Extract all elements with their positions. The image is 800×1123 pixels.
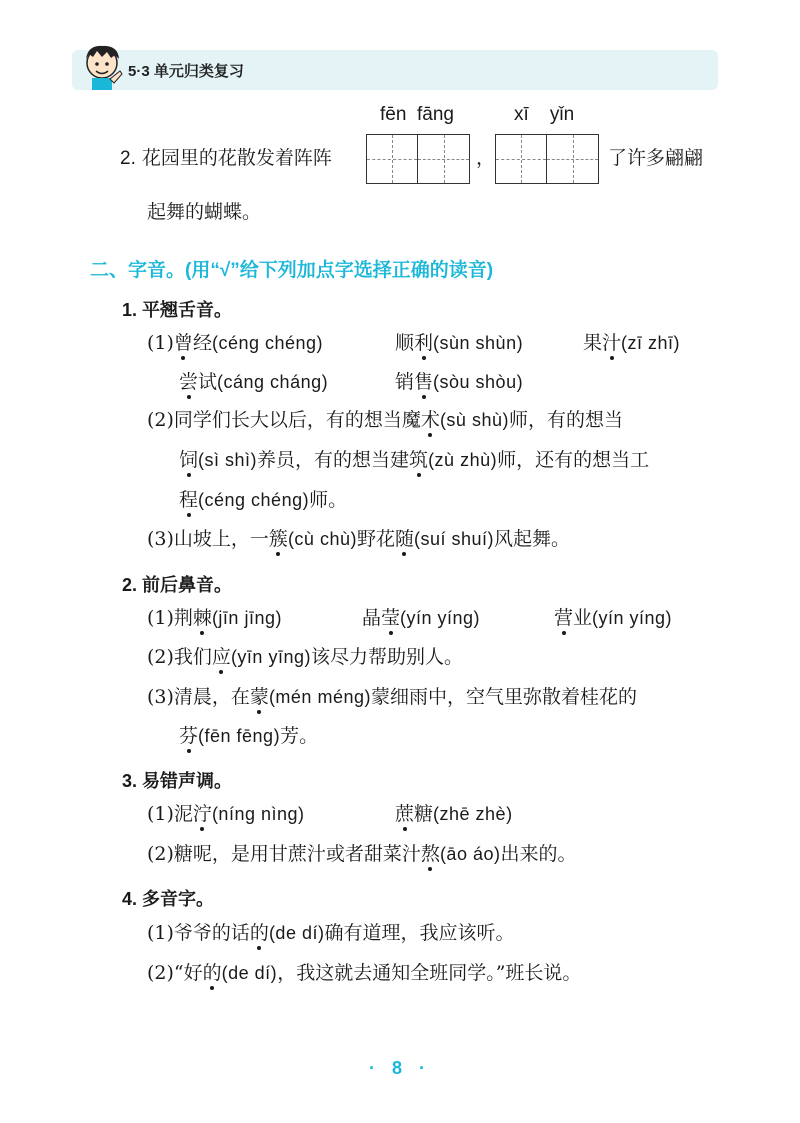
- text-span: (cáng cháng): [217, 372, 329, 392]
- item-line: [147, 688, 637, 707]
- text-span: (3)山坡上，一: [147, 528, 269, 550]
- text-span: 经: [192, 332, 212, 354]
- group-title: 2. 前后鼻音。: [122, 575, 233, 595]
- text-span: (sù shù): [439, 410, 509, 430]
- dotted-char: 熬: [420, 843, 440, 865]
- dotted-char: 棘: [192, 607, 212, 629]
- text-span: 试: [198, 371, 218, 393]
- text-span: 2.: [120, 148, 136, 169]
- dotted-char: 泞: [192, 803, 212, 825]
- text-span: 晶: [362, 607, 382, 629]
- question-line: 起舞的蝴蝶。: [147, 201, 262, 223]
- grid-cell[interactable]: [367, 135, 418, 183]
- item-line: [147, 648, 463, 667]
- item-line: [147, 964, 581, 983]
- item-line: [395, 334, 523, 353]
- item-line: [583, 334, 680, 353]
- text-span: (yín yíng): [592, 608, 673, 628]
- text-span: 芳。: [280, 725, 319, 747]
- text-span: 野花: [356, 528, 395, 550]
- text-span: (1)爷爷的话: [147, 922, 250, 944]
- text-span: 该尽力帮助别人。: [310, 646, 463, 668]
- item-line: [179, 451, 649, 470]
- grid-cell[interactable]: [496, 135, 547, 183]
- text-span: (cù chù): [287, 529, 357, 549]
- dotted-char: 随: [394, 528, 414, 550]
- text-span: (yín yíng): [400, 608, 481, 628]
- dotted-char: 饲: [179, 449, 199, 471]
- dotted-char: 曾: [173, 332, 193, 354]
- text-span: 蒙细雨中，空气里弥散着桂花的: [370, 686, 637, 708]
- text-span: (zī zhī): [621, 333, 681, 353]
- text-span: fāng: [416, 104, 454, 125]
- text-span: 出来的。: [500, 843, 577, 865]
- text-span: (zhē zhè): [433, 804, 513, 824]
- text-span: (céng chéng): [198, 490, 310, 510]
- text-span: ，我这就去通知全班同学。”班长说。: [277, 962, 582, 984]
- dotted-char: 汁: [602, 332, 622, 354]
- item-line: [395, 805, 513, 824]
- item-line: [179, 491, 347, 510]
- comma: ，: [476, 147, 496, 169]
- dotted-char: 术: [420, 409, 440, 431]
- cartoon-boy-icon: [78, 41, 126, 91]
- item-line: [147, 805, 305, 824]
- text-span: (1)泥: [147, 803, 193, 825]
- dotted-char: 芬: [179, 725, 199, 747]
- text-span: 确有道理，我应该听。: [324, 922, 515, 944]
- header-brand: 5·3 单元归类复习: [128, 63, 244, 80]
- text-span: 销: [395, 371, 415, 393]
- text-span: (sì shì): [198, 450, 258, 470]
- text-span: (2)我们: [147, 646, 212, 668]
- writing-grid[interactable]: [366, 134, 470, 184]
- dotted-char: 莹: [381, 607, 401, 629]
- text-span: (2)“好: [147, 962, 203, 984]
- text-span: (3)清晨，在: [147, 686, 250, 708]
- text-span: (de dí): [268, 923, 325, 943]
- text-span: 师，还有的想当工: [497, 449, 650, 471]
- dotted-char: 程: [179, 489, 199, 511]
- text-span: 师，有的想当: [508, 409, 623, 431]
- text-span: (zù zhù): [428, 450, 498, 470]
- text-span: (suí shuí): [414, 529, 495, 549]
- page-number: · 8 ·: [368, 1058, 431, 1078]
- text-span: (āo áo): [439, 844, 501, 864]
- item-line: [147, 924, 514, 943]
- pinyin-label: [380, 104, 454, 126]
- item-line: [147, 530, 570, 549]
- group-title: 4. 多音字。: [122, 889, 215, 909]
- grid-cell[interactable]: [418, 135, 469, 183]
- dotted-char: 簇: [268, 528, 288, 550]
- text-span: yǐn: [549, 104, 575, 125]
- text-span: 养员，有的想当建: [257, 449, 410, 471]
- text-span: xī: [514, 104, 529, 125]
- text-span: fēn: [380, 104, 407, 125]
- dotted-char: 利: [414, 332, 434, 354]
- text-span: (yīn yīng): [230, 647, 311, 667]
- text-span: 花园里的花散发着阵阵: [141, 147, 332, 169]
- item-line: [147, 411, 623, 430]
- group-title: 1. 平翘舌音。: [122, 300, 233, 320]
- text-span: (2)糖呢，是用甘蔗汁或者甜菜汁: [147, 843, 421, 865]
- text-span: 果: [583, 332, 603, 354]
- dotted-char: 营: [554, 607, 574, 629]
- dotted-char: 的: [202, 962, 222, 984]
- text-span: (2)同学们长大以后，有的想当魔: [147, 409, 421, 431]
- text-span: 风起舞。: [494, 528, 571, 550]
- dotted-char: 蒙: [249, 686, 269, 708]
- group-title: 3. 易错声调。: [122, 771, 233, 791]
- text-span: 业: [573, 607, 593, 629]
- text-span: 师。: [309, 489, 348, 511]
- dotted-char: 蔗: [395, 803, 415, 825]
- text-span: (sòu shòu): [433, 372, 524, 392]
- writing-grid[interactable]: [495, 134, 599, 184]
- dotted-char: 筑: [409, 449, 429, 471]
- text-span: 糖: [414, 803, 434, 825]
- text-span: (céng chéng): [211, 333, 324, 353]
- text-span: (sùn shùn): [433, 333, 524, 353]
- text-span: (mén méng): [268, 687, 371, 707]
- item-line: [362, 609, 480, 628]
- item-line: [179, 727, 318, 746]
- pinyin-label: [514, 104, 574, 126]
- text-span: (fēn fēng): [198, 726, 281, 746]
- item-line: [554, 609, 672, 628]
- text-span: (1): [147, 332, 174, 354]
- dotted-char: 的: [249, 922, 269, 944]
- text-span: 顺: [395, 332, 415, 354]
- question-tail: 了许多翩翩: [608, 147, 704, 169]
- item-line: [147, 609, 282, 628]
- dotted-char: 尝: [179, 371, 199, 393]
- text-span: (de dí): [221, 963, 278, 983]
- question-line: [120, 149, 332, 168]
- grid-cell[interactable]: [547, 135, 598, 183]
- section-title: 二、字音。(用“√”给下列加点字选择正确的读音): [90, 260, 494, 281]
- text-span: (níng nìng): [211, 804, 305, 824]
- text-span: (1)荆: [147, 607, 193, 629]
- item-line: [147, 845, 577, 864]
- dotted-char: 应: [211, 646, 231, 668]
- dotted-char: 售: [414, 371, 434, 393]
- item-line: [395, 373, 523, 392]
- text-span: (jīn jīng): [211, 608, 282, 628]
- item-line: [147, 334, 323, 353]
- item-line: [179, 373, 328, 392]
